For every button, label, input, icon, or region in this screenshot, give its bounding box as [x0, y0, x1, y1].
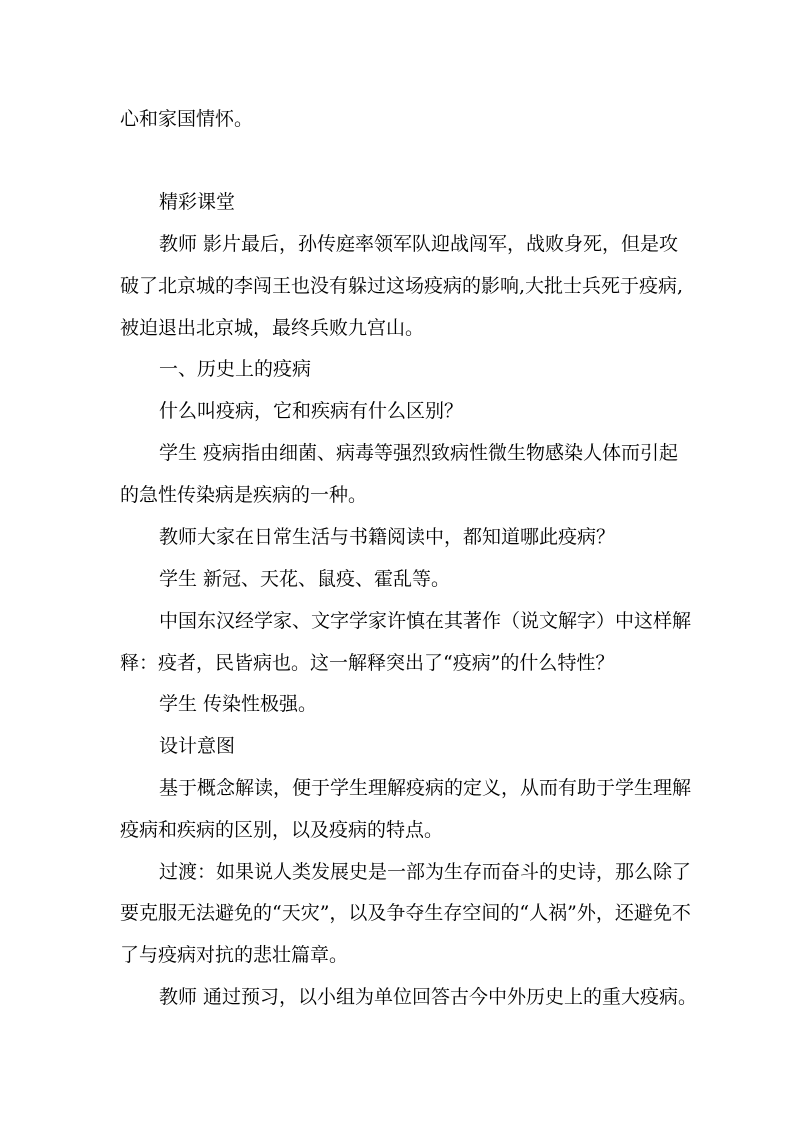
student-paragraph-line: 学生 疫病指由细菌、病毒等强烈致病性微生物感染人体而引起 [159, 442, 679, 464]
student-paragraph-line: 的急性传染病是疾病的一种。 [120, 484, 368, 506]
question-line: 什么叫疫病，它和疾病有什么区别？ [159, 400, 464, 422]
section-heading-design-intent: 设计意图 [159, 735, 236, 757]
teacher-paragraph-line: 教师大家在日常生活与书籍阅读中，都知道哪此疫病？ [159, 526, 616, 548]
paragraph-line: 中国东汉经学家、文字学家许慎在其著作（说文解字）中这样解 [159, 610, 692, 632]
teacher-paragraph-line: 教师 影片最后，孙传庭率领军队迎战闯军，战败身死，但是攻 [159, 233, 679, 255]
transition-paragraph-line: 要克服无法避免的“天灾”，以及争夺生存空间的“人祸”外，还避免不 [120, 902, 691, 924]
section-heading-wonderful-class: 精彩课堂 [159, 191, 236, 213]
paragraph-line: 释：疫者，民皆病也。这一解释突出了“疫病”的什么特性？ [120, 652, 615, 674]
transition-paragraph-line: 了与疫病对抗的悲壮篇章。 [120, 944, 349, 966]
teacher-paragraph-line: 被迫退出北京城，最终兵败九宫山。 [120, 317, 425, 339]
student-paragraph-line: 学生 传染性极强。 [159, 693, 318, 715]
teacher-paragraph-line: 破了北京城的李闯王也没有躲过这场疫病的影响,大批士兵死于疫病, [120, 275, 684, 297]
student-paragraph-line: 学生 新冠、天花、鼠疫、霍乱等。 [159, 568, 451, 590]
paragraph-continuation-line: 心和家国情怀。 [120, 108, 254, 130]
transition-paragraph-line: 过渡：如果说人类发展史是一部为生存而奋斗的史诗，那么除了 [159, 861, 692, 883]
paragraph-line: 疫病和疾病的区别，以及疫病的特点。 [120, 819, 444, 841]
section-heading-plague-in-history: 一、历史上的疫病 [159, 358, 312, 380]
paragraph-line: 基于概念解读，便于学生理解疫病的定义，从而有助于学生理解 [159, 777, 692, 799]
teacher-paragraph-line: 教师 通过预习，以小组为单位回答古今中外历史上的重大疫病。 [159, 986, 698, 1008]
